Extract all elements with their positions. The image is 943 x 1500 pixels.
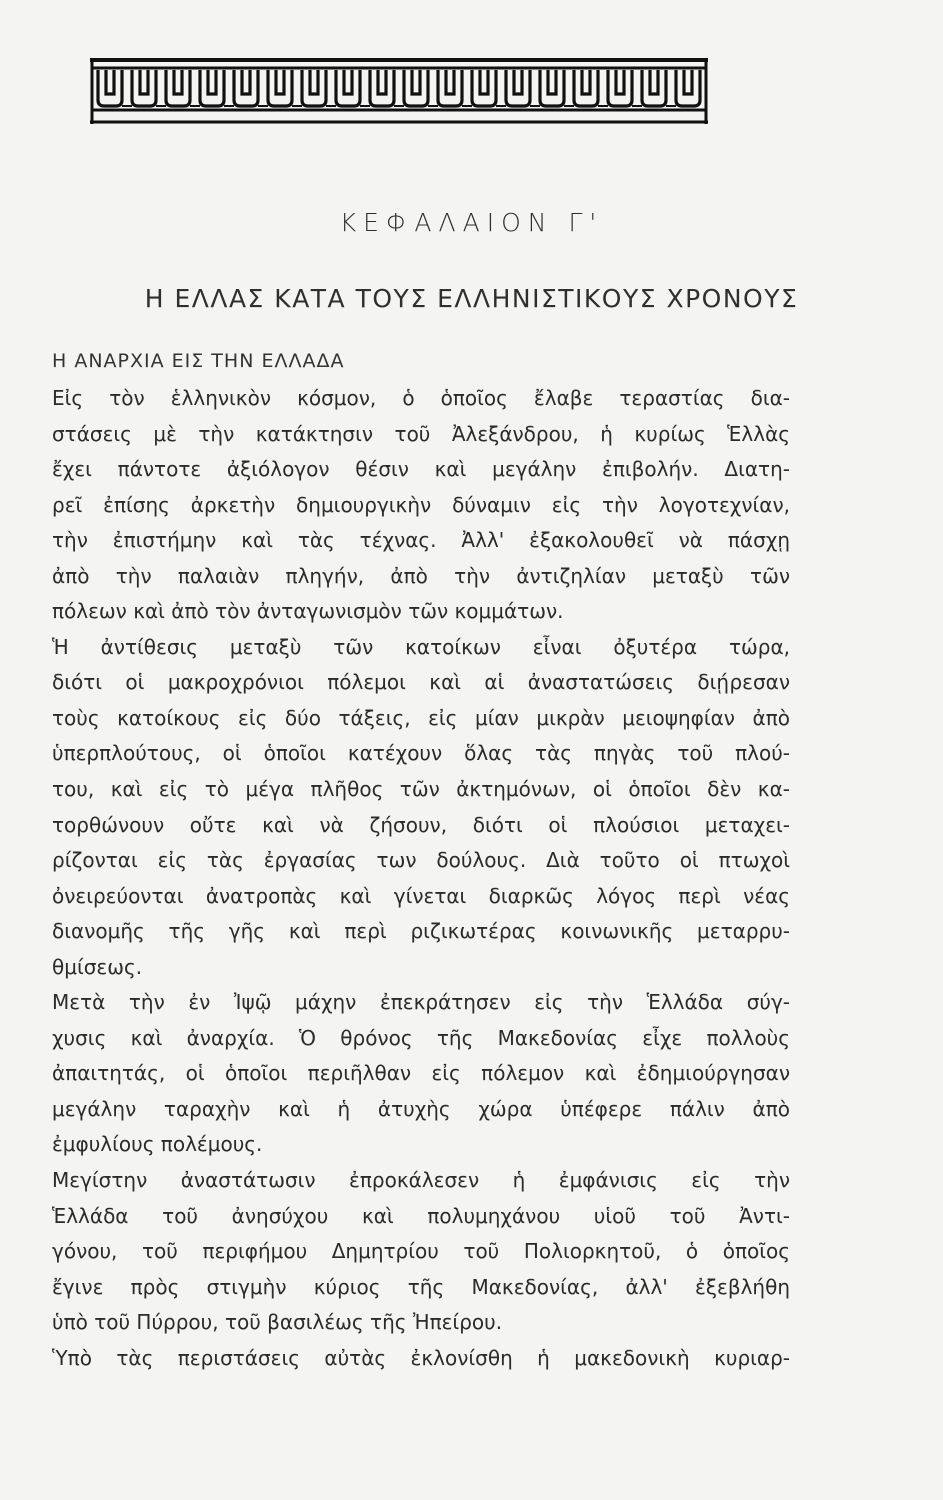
text-line: Ἡ ἀντίθεσις μεταξὺ τῶν κατοίκων εἶναι ὀξυτέρα τώρα, bbox=[52, 634, 790, 659]
text-line: χυσις καὶ ἀναρχία. Ὁ θρόνος τῆς Μακεδονίας εἶχε πολλοὺς bbox=[52, 1025, 790, 1050]
body-text bbox=[52, 381, 790, 1376]
text-line: διότι οἱ μακροχρόνιοι πόλεμοι καὶ αἱ ἀναστατώσεις διῄρεσαν bbox=[52, 670, 790, 695]
text-line: τοὺς κατοίκους εἰς δύο τάξεις, εἰς μίαν μικρὰν μειοψηφίαν ἀπὸ bbox=[52, 705, 790, 730]
text-line: γόνου, τοῦ περιφήμου Δημητρίου τοῦ Πολιορκητοῦ, ὁ ὁποῖος bbox=[52, 1239, 790, 1264]
text-line: ἀπαιτητάς, οἱ ὁποῖοι περιῆλθαν εἰς πόλεμον καὶ ἐδημιούργησαν bbox=[52, 1061, 790, 1086]
chapter-title: Η ΕΛΛΑΣ ΚΑΤΑ ΤΟΥΣ ΕΛΛΗΝΙΣΤΙΚΟΥΣ ΧΡΟΝΟΥΣ bbox=[144, 284, 799, 313]
text-line: στάσεις μὲ τὴν κατάκτησιν τοῦ Ἀλεξάνδρου, ἡ κυρίως Ἑλλὰς bbox=[52, 421, 790, 446]
text-line: Μεγίστην ἀναστάτωσιν ἐπροκάλεσεν ἡ ἐμφάνισις εἰς τὴν bbox=[52, 1168, 790, 1193]
text-line: Ὑπὸ τὰς περιστάσεις αὐτὰς ἐκλονίσθη ἡ μακεδονικὴ κυριαρ- bbox=[52, 1345, 790, 1370]
greek-key-meander-border bbox=[88, 56, 710, 130]
text-line: ὀνειρεύονται ἀνατροπὰς καὶ γίνεται διαρκῶς λόγος περὶ νέας bbox=[52, 883, 790, 908]
chapter-label: ΚΕΦΑΛΑΙΟΝ Γ' bbox=[339, 208, 604, 237]
text-line: Εἰς τὸν ἑλληνικὸν κόσμον, ὁ ὁποῖος ἔλαβε τεραστίας δια- bbox=[52, 386, 790, 410]
text-line: Ἑλλάδα τοῦ ἀνησύχου καὶ πολυμηχάνου υἱοῦ τοῦ Ἀντι- bbox=[52, 1203, 790, 1228]
text-line: πόλεων καὶ ἀπὸ τὸν ἀνταγωνισμὸν τῶν κομμάτων. bbox=[52, 599, 564, 624]
text-line: του, καὶ εἰς τὸ μέγα πλῆθος τῶν ἀκτημόνων, οἱ ὁποῖοι δὲν κα- bbox=[52, 777, 790, 802]
text-line: τὴν ἐπιστήμην καὶ τὰς τέχνας. Ἀλλ' ἐξακολουθεῖ νὰ πάσχῃ bbox=[52, 528, 790, 553]
text-line: ὑπερπλούτους, οἱ ὁποῖοι κατέχουν ὅλας τὰς πηγὰς τοῦ πλού- bbox=[52, 741, 790, 766]
text-line: ρεῖ ἐπίσης ἀρκετὴν δημιουργικὴν δύναμιν εἰς τὴν λογοτεχνίαν, bbox=[52, 492, 790, 517]
text-line: ἔγινε πρὸς στιγμὴν κύριος τῆς Μακεδονίας, ἀλλ' ἐξεβλήθη bbox=[52, 1274, 790, 1299]
text-line: θμίσεως. bbox=[52, 954, 143, 979]
text-line: μεγάλην ταραχὴν καὶ ἡ ἀτυχὴς χώρα ὑπέφερε πάλιν ἀπὸ bbox=[52, 1096, 790, 1121]
text-line: ἀπὸ τὴν παλαιὰν πληγήν, ἀπὸ τὴν ἀντιζηλίαν μεταξὺ τῶν bbox=[52, 563, 790, 588]
text-line: τορθώνουν οὔτε καὶ νὰ ζήσουν, διότι οἱ πλούσιοι μεταχει- bbox=[52, 812, 790, 837]
text-line: ἐμφυλίους πολέμους. bbox=[52, 1132, 263, 1157]
text-line: ἔχει πάντοτε ἀξιόλογον θέσιν καὶ μεγάλην ἐπιβολήν. Διατη- bbox=[52, 457, 790, 482]
text-line: Μετὰ τὴν ἐν Ἰψῷ μάχην ἐπεκράτησεν εἰς τὴν Ἑλλάδα σύγ- bbox=[52, 990, 790, 1015]
text-line: ρίζονται εἰς τὰς ἐργασίας των δούλους. Διὰ τοῦτο οἱ πτωχοὶ bbox=[52, 848, 790, 873]
text-line: ὑπὸ τοῦ Πύρρου, τοῦ βασιλέως τῆς Ἠπείρου. bbox=[52, 1310, 503, 1335]
section-title: Η ΑΝΑΡΧΙΑ ΕΙΣ ΤΗΝ ΕΛΛΑΔΑ bbox=[52, 350, 345, 372]
text-line: διανομῆς τῆς γῆς καὶ περὶ ριζικωτέρας κοινωνικῆς μεταρρυ- bbox=[52, 919, 790, 944]
